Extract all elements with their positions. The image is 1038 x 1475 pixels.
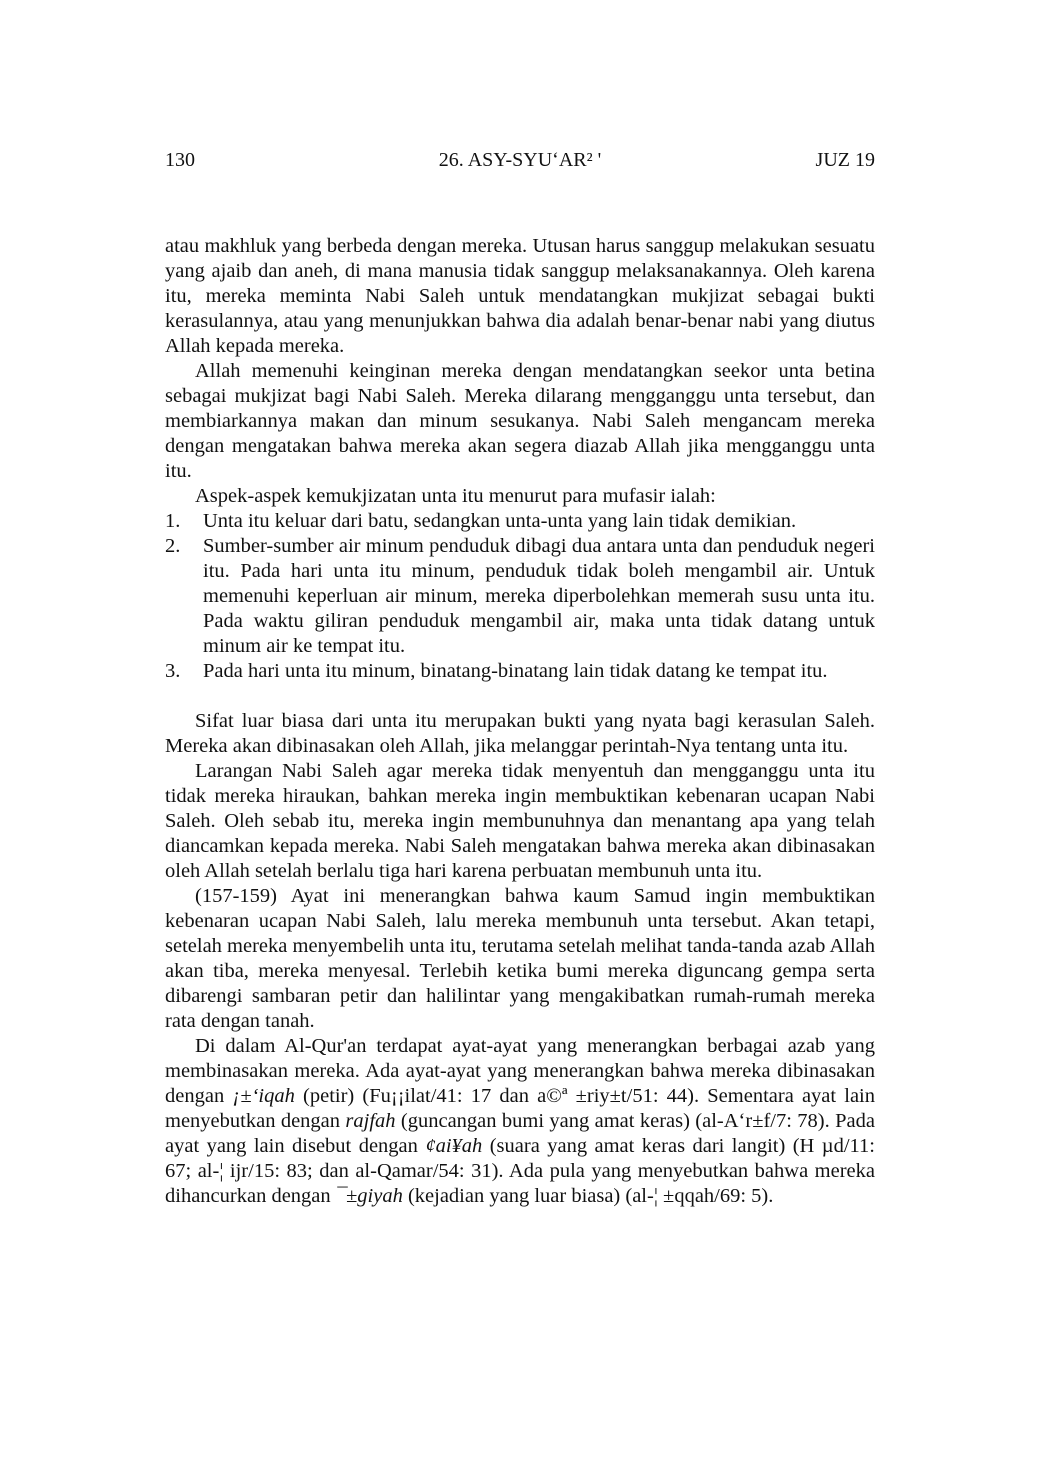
term-italic: ¯±giyah [335, 1185, 403, 1207]
paragraph-3: Aspek-aspek kemukjizatan unta itu menurut para mufasir ialah: [195, 485, 716, 507]
text-segment: (guncangan bumi yang amat keras) (al-A‘r±f/7: 78). Pada ayat yang lain disebut dengan [165, 1110, 875, 1157]
paragraph-4: Sifat luar biasa dari unta itu merupakan bukti yang nyata bagi kerasulan Saleh. Mereka akan dibinasakan oleh Allah, jika melanggar perintah-Nya tentang unta itu. [165, 710, 875, 757]
list-number: 1. [165, 510, 181, 532]
text-segment: (suara yang amat keras dari langit) (H µd/11: 67; al-¦ ijr/15: 83; dan al-Qamar/54: 31). Ada pula yang menyebutkan bahwa mereka dihancurkan dengan [165, 1135, 875, 1207]
term-italic: ¡±‘iqah [232, 1085, 295, 1107]
paragraph-2: Allah memenuhi keinginan mereka dengan mendatangkan seekor unta betina sebagai mukjizat bagi Nabi Saleh. Mereka dilarang mengganggu unta tersebut, dan membiarkannya makan dan minum sesukanya. Nabi Saleh mengancam mereka dengan mengatakan bahwa mereka akan segera diazab Allah jika mengganggu unta itu. [165, 360, 875, 482]
text-segment: (kejadian yang luar biasa) (al-¦ ±qqah/69: 5). [402, 1185, 774, 1207]
surah-title: 26. ASY-SYU‘AR² ' [438, 149, 602, 171]
miracle-list [165, 509, 875, 684]
list-number: 3. [165, 660, 181, 682]
text-segment: (petir) (Fu¡¡ilat/41: 17 dan a©ª ±riy±t/51: 44). Sementara ayat lain menyebutkan dengan [165, 1085, 875, 1132]
paragraph-7 [165, 1034, 875, 1209]
body-text [165, 234, 875, 1209]
juz-label: JUZ 19 [815, 149, 875, 171]
term-italic: ¢ai¥ah [425, 1135, 483, 1157]
page-header [165, 146, 875, 174]
term-italic: rajfah [345, 1110, 396, 1132]
page-number: 130 [165, 149, 195, 171]
list-item [165, 659, 875, 684]
list-text: Sumber-sumber air minum penduduk dibagi dua antara unta dan penduduk negeri itu. Pada hari unta itu minum, penduduk tidak boleh mengambil air. Untuk memenuhi keperluan air minum, mereka diperbolehkan memerah susu unta itu. Pada waktu giliran penduduk mengambil air, maka unta tidak datang untuk minum air ke tempat itu. [203, 535, 875, 657]
list-item [165, 509, 875, 534]
paragraph-6: (157-159) Ayat ini menerangkan bahwa kaum Samud ingin membuktikan kebenaran ucapan Nabi Saleh, lalu mereka membunuh unta tersebut. Akan tetapi, setelah mereka menyembelih unta itu, terutama setelah melihat tanda-tanda azab Allah akan tiba, mereka menyesal. Terlebih ketika bumi mereka diguncang gempa serta dibarengi sambaran petir dan halilintar yang mengakibatkan rumah-rumah mereka rata dengan tanah. [165, 885, 875, 1032]
paragraph-1: atau makhluk yang berbeda dengan mereka. Utusan harus sanggup melakukan sesuatu yang ajaib dan aneh, di mana manusia tidak sanggup melaksanakannya. Oleh karena itu, mereka meminta Nabi Saleh untuk mendatangkan mukjizat sebagai bukti kerasulannya, atau yang menunjukkan bahwa dia adalah benar-benar nabi yang diutus Allah kepada mereka. [165, 235, 875, 357]
text-segment: Di dalam Al-Qur'an terdapat ayat-ayat yang menerangkan berbagai azab yang membinasakan mereka. Ada ayat-ayat yang menerangkan bahwa mereka dibinasakan dengan [165, 1035, 875, 1107]
paragraph-5: Larangan Nabi Saleh agar mereka tidak menyentuh dan mengganggu unta itu tidak mereka hiraukan, bahkan mereka ingin membuktikan kebenaran ucapan Nabi Saleh. Oleh sebab itu, mereka ingin membunuhnya dan menantang apa yang telah diancamkan kepada mereka. Nabi Saleh mengatakan bahwa mereka akan dibinasakan oleh Allah setelah berlalu tiga hari karena perbuatan membunuh unta itu. [165, 760, 875, 882]
list-text: Pada hari unta itu minum, binatang-binatang lain tidak datang ke tempat itu. [203, 660, 828, 682]
list-text: Unta itu keluar dari batu, sedangkan unta-unta yang lain tidak demikian. [203, 510, 797, 532]
list-number: 2. [165, 535, 181, 557]
list-item [165, 534, 875, 659]
